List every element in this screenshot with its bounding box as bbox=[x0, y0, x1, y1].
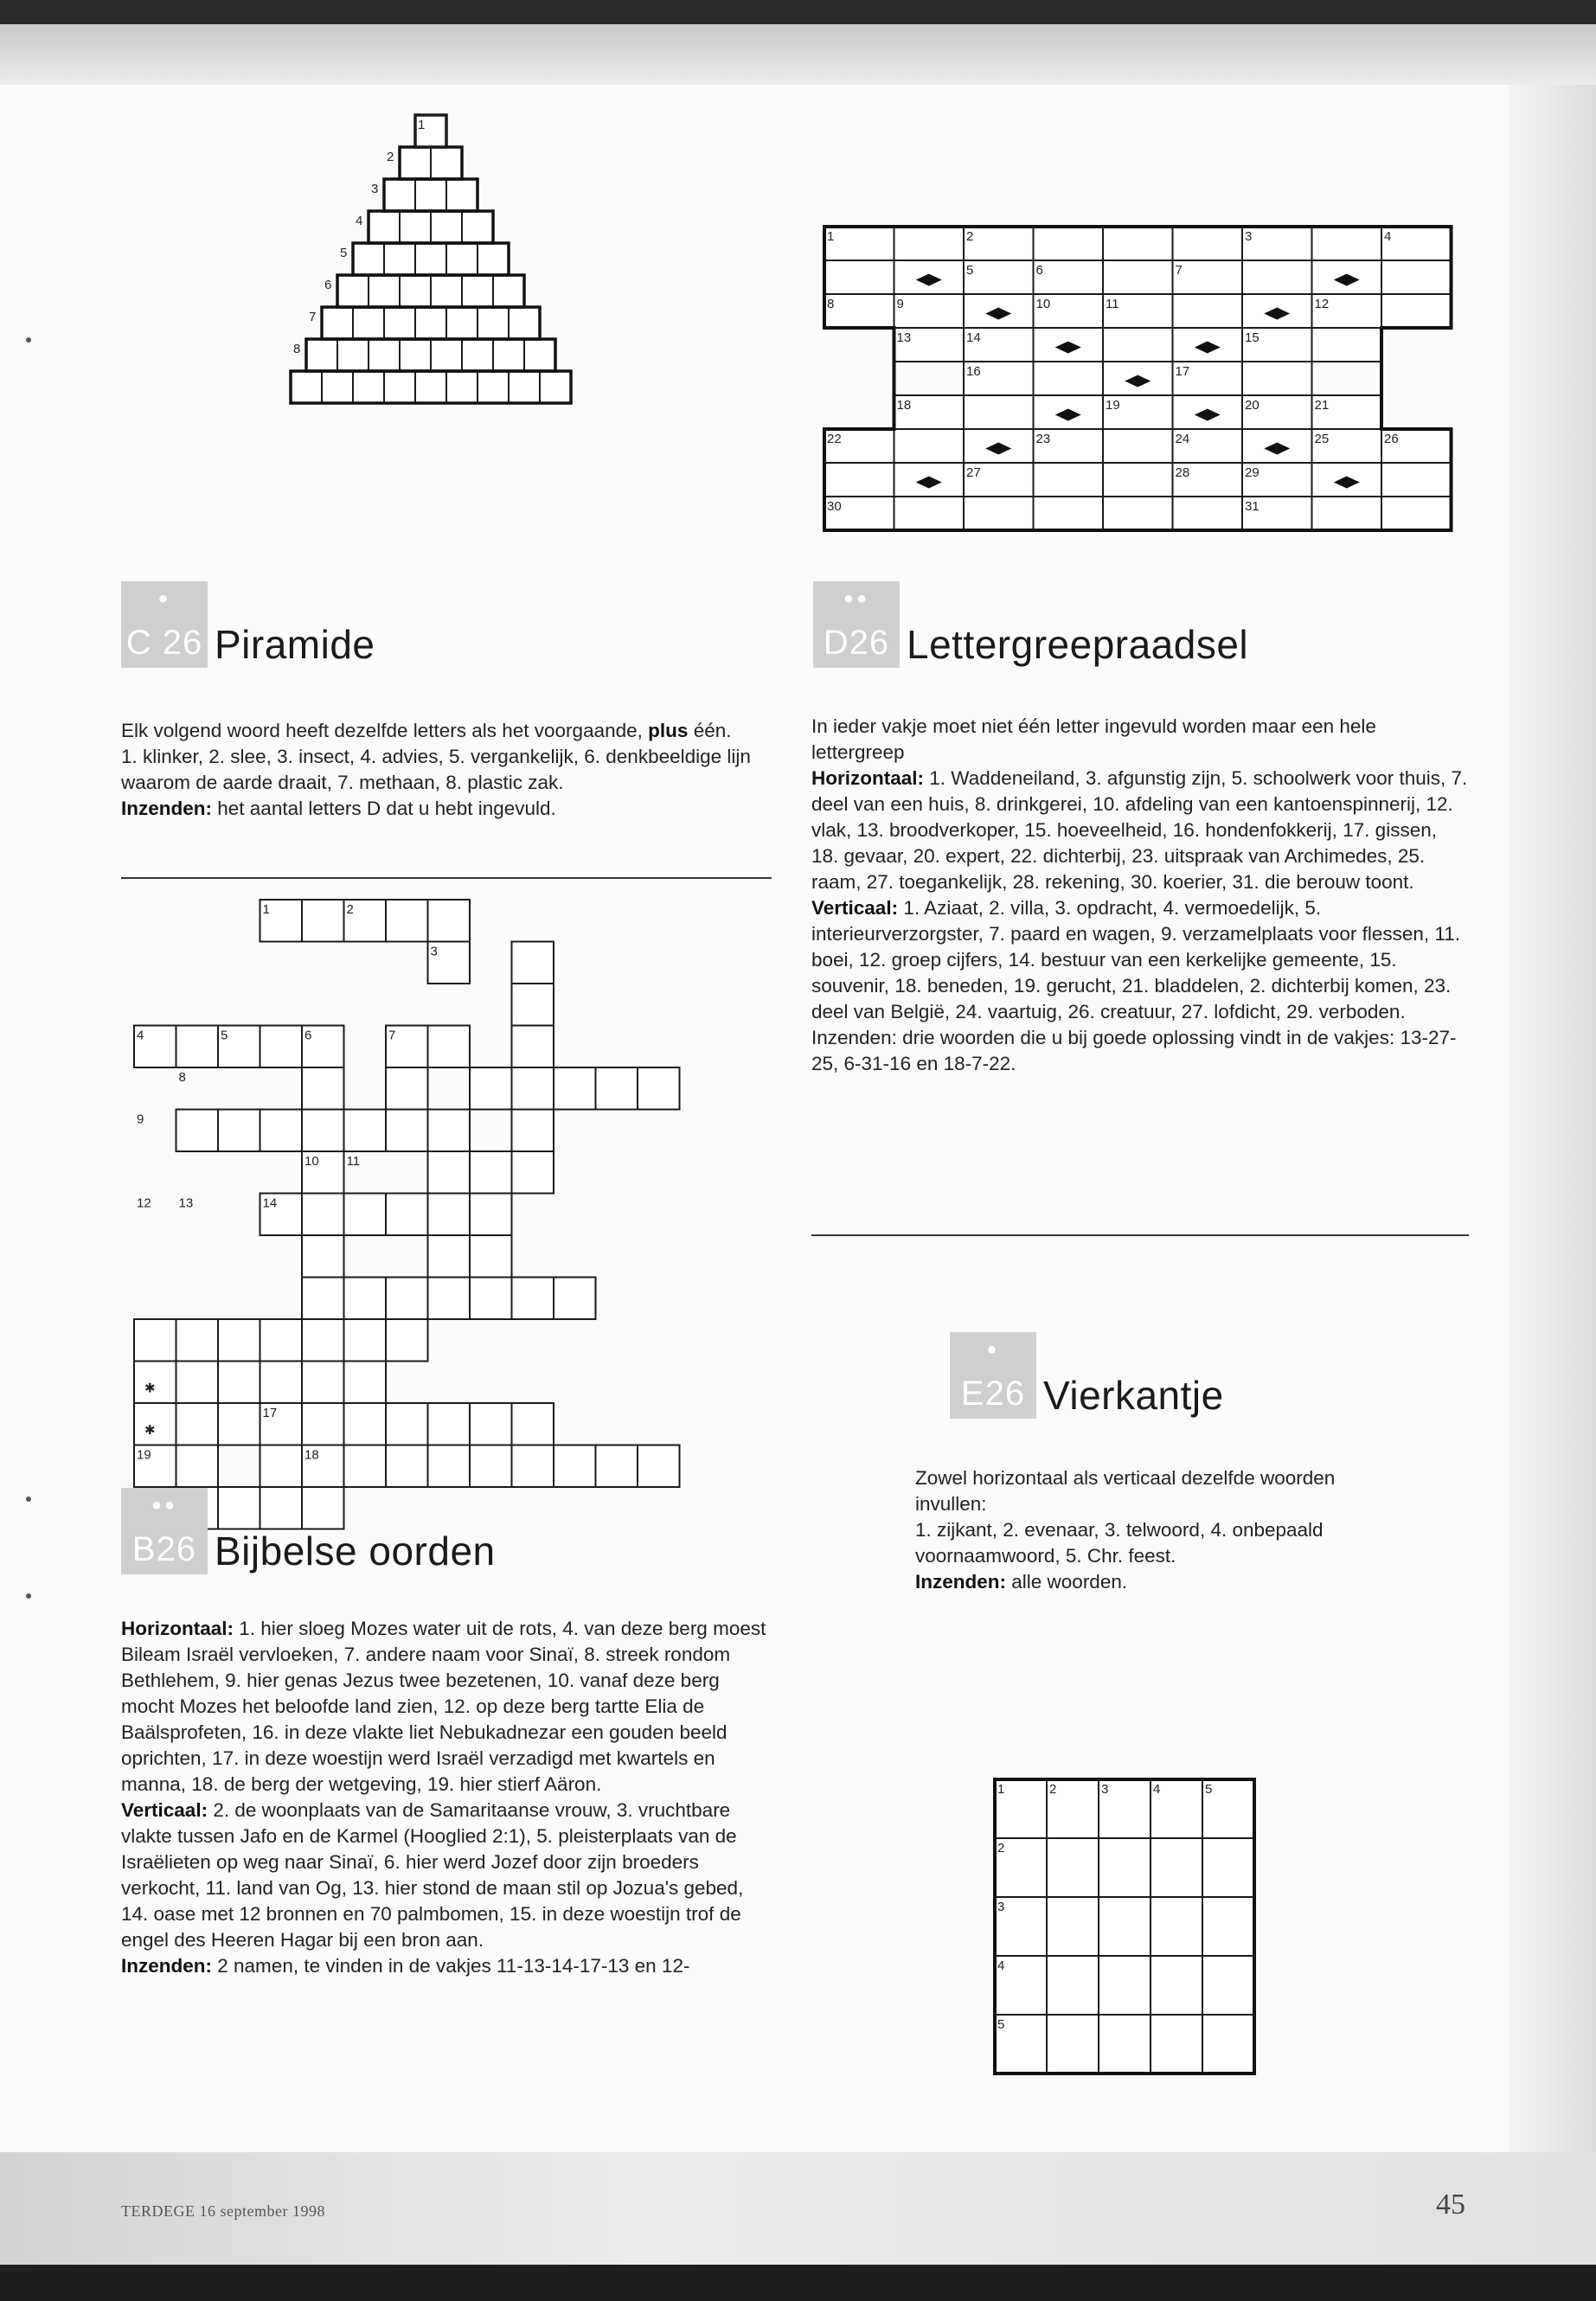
difficulty-dots: ●● bbox=[151, 1496, 178, 1515]
grid-cell bbox=[1047, 1838, 1099, 1897]
grid-cell bbox=[1202, 1956, 1254, 2015]
cell-number: 4 bbox=[1153, 1782, 1161, 1797]
submit-text: alle woorden. bbox=[1011, 1571, 1128, 1593]
difficulty-dots: ● bbox=[986, 1340, 1000, 1359]
grid-cell bbox=[1151, 1956, 1202, 2015]
cell-number: 13 bbox=[896, 330, 912, 345]
cell-number: 3 bbox=[1101, 1782, 1109, 1797]
cell-number: 3 bbox=[371, 182, 379, 196]
cell-number: 3 bbox=[430, 944, 438, 959]
cell-number: 18 bbox=[304, 1447, 319, 1463]
puzzle-code: E26 bbox=[960, 1375, 1026, 1413]
puzzle-code: C 26 bbox=[125, 624, 203, 662]
cell-number: 4 bbox=[1384, 229, 1392, 244]
cell-number: 1 bbox=[418, 118, 426, 132]
grid-cell bbox=[1099, 1897, 1151, 1956]
puzzle-title: Bijbelse oorden bbox=[215, 1529, 496, 1574]
grid-cell bbox=[1151, 1897, 1202, 1956]
cell-number: 17 bbox=[1175, 364, 1190, 379]
cell-number: 5 bbox=[966, 263, 974, 278]
d26-text bbox=[811, 714, 1469, 1077]
grid-cell bbox=[1151, 2015, 1202, 2073]
divider bbox=[811, 1234, 1469, 1236]
difficulty-dots: ●● bbox=[843, 589, 870, 608]
cell-number: 9 bbox=[896, 297, 904, 311]
intro-bold: plus bbox=[648, 720, 689, 741]
cell-number: 3 bbox=[1245, 229, 1253, 244]
cell-number: 2 bbox=[387, 150, 394, 164]
e26-badge bbox=[950, 1332, 1036, 1419]
cell-number: 8 bbox=[178, 1070, 186, 1085]
divider bbox=[121, 877, 772, 879]
cell-number: 22 bbox=[827, 432, 842, 446]
submit-label: Inzenden: bbox=[121, 798, 212, 819]
intro-text: In ieder vakje moet niet één letter ingevuld worden maar een hele lettergreep bbox=[811, 715, 1376, 763]
clue-list: 1. zijkant, 2. evenaar, 3. telwoord, 4. onbepaald voornaamwoord, 5. Chr. feest. bbox=[915, 1519, 1324, 1567]
puzzle-title: Vierkantje bbox=[1043, 1373, 1224, 1418]
cell-number: 19 bbox=[1106, 398, 1120, 413]
horizontal-label: Horizontaal: bbox=[811, 767, 925, 789]
cell-number: 5 bbox=[997, 2017, 1005, 2032]
cell-number: 5 bbox=[340, 246, 348, 260]
cell-number: 8 bbox=[827, 297, 835, 311]
horizontal-clues: 1. Waddeneiland, 3. afgunstig zijn, 5. schoolwerk voor thuis, 7. deel van een huis, 8. drinkgerei, 10. afdeling van een kantoenspinnerij, 12. vlak, 13. broodverkoper, 15. hoeveelheid, 16. hondenfokkerij, 17. gissen, 18. gevaar, 20. expert, 22. dichterbij, 23. uitspraak van Archimedes, 25. raam, 27. toegankelijk, 28. rekening, 30. koerier, 31. die berouw toont. bbox=[811, 767, 1468, 893]
puzzle-code: D26 bbox=[823, 624, 890, 662]
cell-number: 4 bbox=[137, 1028, 144, 1043]
grid-cell bbox=[1151, 1838, 1202, 1897]
cell-number: 17 bbox=[262, 1406, 278, 1420]
cell-number: 2 bbox=[346, 902, 354, 917]
cell-number: 3 bbox=[997, 1900, 1005, 1914]
cell-number: 26 bbox=[1384, 432, 1399, 446]
intro-text: Elk volgend woord heeft dezelfde letters als het voorgaande, bbox=[121, 720, 643, 741]
c26-badge bbox=[121, 581, 208, 668]
grid-cell bbox=[1099, 1838, 1151, 1897]
clue-list: 1. klinker, 2. slee, 3. insect, 4. advies, 5. vergankelijk, 6. denkbeeldige lijn waarom de aarde draait, 7. methaan, 8. plastic zak. bbox=[121, 746, 751, 793]
cell-number: 14 bbox=[966, 330, 981, 345]
cell-number: 27 bbox=[966, 465, 981, 480]
asterisk-mark: ✱ bbox=[144, 1423, 156, 1438]
submit-label: Inzenden: bbox=[915, 1571, 1006, 1593]
b26-badge bbox=[121, 1488, 208, 1574]
cell-number: 7 bbox=[388, 1028, 396, 1043]
cell-number: 2 bbox=[966, 229, 974, 244]
grid-cell bbox=[1099, 2015, 1151, 2073]
cell-number: 29 bbox=[1245, 465, 1259, 480]
c26-heading bbox=[121, 581, 375, 668]
d26-heading bbox=[813, 581, 1248, 668]
c26-text bbox=[121, 718, 770, 822]
cell-number: 20 bbox=[1245, 398, 1259, 413]
horizontal-label: Horizontaal: bbox=[121, 1618, 234, 1639]
footer-publication: TERDEGE 16 september 1998 bbox=[121, 2202, 325, 2220]
cell-number: 25 bbox=[1314, 432, 1330, 446]
e26-text bbox=[915, 1465, 1382, 1595]
grid-cell bbox=[1047, 1897, 1099, 1956]
e26-heading bbox=[950, 1332, 1224, 1419]
cell-number: 10 bbox=[1035, 297, 1051, 311]
cell-number: 5 bbox=[1205, 1782, 1213, 1797]
cell-number: 7 bbox=[1175, 263, 1183, 278]
cell-number: 23 bbox=[1035, 432, 1051, 446]
cell-number: 4 bbox=[356, 214, 363, 228]
grid-cell bbox=[1202, 2015, 1254, 2073]
d26-badge bbox=[813, 581, 900, 668]
cell-number: 4 bbox=[997, 1958, 1005, 1973]
cell-number: 1 bbox=[997, 1782, 1005, 1797]
cell-number: 8 bbox=[293, 342, 301, 356]
horizontal-clues: 1. hier sloeg Mozes water uit de rots, 4. van deze berg moest Bileam Israël vervloeken, 7. andere naam voor Sinaï, 8. streek rondom Bethlehem, 9. hier genas Jezus twee bezetenen, 10. vanaf deze berg mocht Mozes het beloofde land zien, 12. op deze berg tartte Elia de Baälsprofeten, 16. in deze vlakte liet Nebukadnezar een gouden beeld oprichten, 17. in deze woestijn werd Israël verzadigd met kwartels en manna, 18. de berg der wetgeving, 19. hier stierf Aäron. bbox=[121, 1618, 766, 1795]
difficulty-dots: ● bbox=[157, 589, 171, 608]
vertical-clues: 1. Aziaat, 2. villa, 3. opdracht, 4. vermoedelijk, 5. interieurverzorgster, 7. paard en wagen, 9. verzamelplaats voor flessen, 11. boei, 12. groep cijfers, 14. bestuur van een kerkelijke gemeente, 15. souvenir, 18. beneden, 19. gerucht, 21. bladdelen, 2. dichterbij komen, 23. deel van België, 24. vaartuig, 26. creatuur, 27. lofdicht, 29. verboden. bbox=[811, 897, 1460, 1022]
submit-text: het aantal letters D dat u hebt ingevuld. bbox=[217, 798, 556, 819]
grid-cell bbox=[1099, 1956, 1151, 2015]
cell-number: 18 bbox=[896, 398, 912, 413]
intro-end: één. bbox=[693, 720, 732, 741]
cell-number: 24 bbox=[1175, 432, 1190, 446]
grid-cell bbox=[1202, 1838, 1254, 1897]
grid-cell bbox=[1047, 1956, 1099, 2015]
submit-label: Inzenden: bbox=[121, 1955, 212, 1977]
cell-number: 2 bbox=[1049, 1782, 1057, 1797]
cell-number: 2 bbox=[997, 1841, 1005, 1856]
vertical-label: Verticaal: bbox=[121, 1799, 208, 1821]
cell-number: 13 bbox=[178, 1195, 194, 1211]
cell-number: 12 bbox=[137, 1195, 151, 1211]
cell-number: 30 bbox=[827, 499, 842, 514]
cell-number: 14 bbox=[262, 1195, 278, 1211]
cell-number: 28 bbox=[1175, 465, 1190, 480]
b26-heading bbox=[121, 1488, 496, 1574]
page-number: 45 bbox=[1436, 2189, 1465, 2221]
intro-text: Zowel horizontaal als verticaal dezelfde woorden invullen: bbox=[915, 1467, 1336, 1515]
cell-number: 1 bbox=[262, 902, 270, 917]
cell-number: 6 bbox=[324, 278, 332, 292]
puzzle-title: Lettergreepraadsel bbox=[907, 622, 1249, 667]
cell-number: 11 bbox=[1106, 297, 1119, 311]
submit-text: Inzenden: drie woorden die u bij goede oplossing vindt in de vakjes: 13-27-25, 6-31-16 en 18-7-22. bbox=[811, 1027, 1457, 1074]
grid-cell bbox=[1202, 1897, 1254, 1956]
cell-number: 10 bbox=[304, 1154, 319, 1169]
b26-text bbox=[121, 1616, 772, 1979]
cell-number: 7 bbox=[309, 310, 317, 324]
cell-number: 21 bbox=[1314, 398, 1330, 413]
cell-number: 6 bbox=[304, 1028, 312, 1043]
vertical-label: Verticaal: bbox=[811, 897, 899, 919]
cell-number: 31 bbox=[1245, 499, 1259, 514]
cell-number: 19 bbox=[137, 1447, 151, 1463]
cell-number: 15 bbox=[1245, 330, 1259, 345]
puzzle-title: Piramide bbox=[215, 622, 375, 667]
cell-number: 9 bbox=[137, 1112, 144, 1127]
cell-number: 16 bbox=[966, 364, 981, 379]
cell-number: 6 bbox=[1035, 263, 1043, 278]
grid-cell bbox=[1047, 2015, 1099, 2073]
cell-number: 12 bbox=[1314, 297, 1330, 311]
cell-number: 5 bbox=[221, 1028, 228, 1043]
puzzle-code: B26 bbox=[131, 1530, 197, 1568]
submit-text: 2 namen, te vinden in de vakjes 11-13-14-17-13 en 12- bbox=[217, 1955, 690, 1977]
cell-number: 11 bbox=[346, 1154, 361, 1169]
asterisk-mark: ✱ bbox=[144, 1381, 156, 1396]
cell-number: 1 bbox=[827, 229, 835, 244]
vertical-clues: 2. de woonplaats van de Samaritaanse vrouw, 3. vruchtbare vlakte tussen Jafo en de Karmel (Hooglied 2:1), 5. pleisterplaats van de Israëlieten op weg naar Sinaï, 6. hier werd Jozef door zijn broeders verkocht, 11. land van Og, 13. hier stond de maan stil op Jozua's gebed, 14. oase met 12 bronnen en 70 palmbomen, 15. in deze woestijn trof de engel des Heeren Hagar bij een bron aan. bbox=[121, 1799, 744, 1951]
